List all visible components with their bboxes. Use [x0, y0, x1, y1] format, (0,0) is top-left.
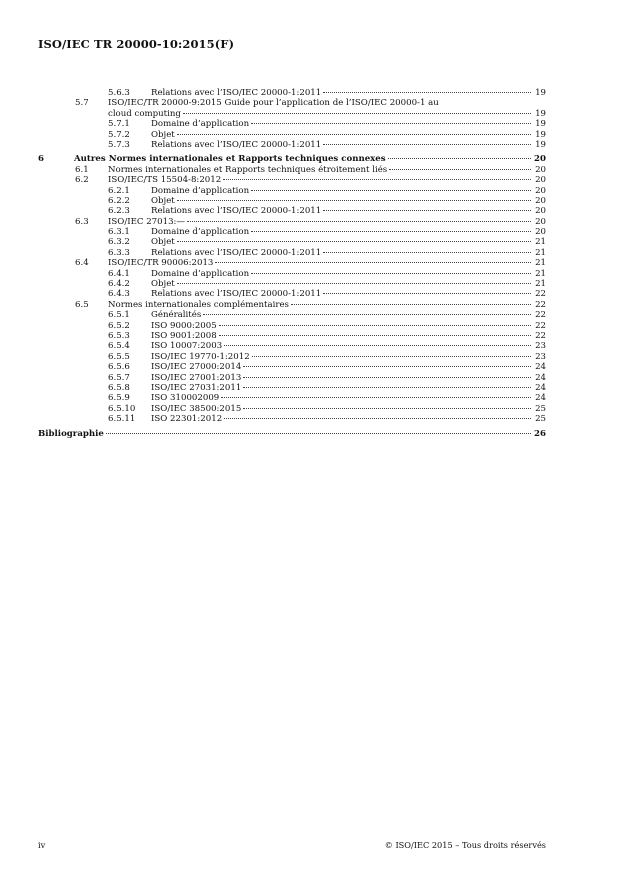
- toc-dot-leader: [323, 252, 531, 253]
- toc-dot-leader: [221, 397, 531, 398]
- toc-entry-label: Objet: [151, 279, 175, 290]
- toc-entry-page: 19: [535, 139, 546, 150]
- toc-entry-label: ISO/IEC 27031:2011: [151, 382, 242, 393]
- toc-dot-leader: [224, 345, 531, 346]
- toc-entry-number: 6.3.3: [108, 247, 130, 258]
- toc-entry-page: 21: [535, 237, 546, 248]
- toc-dot-leader: [177, 134, 531, 135]
- toc-entry-label: Relations avec l’ISO/IEC 20000-1:2011: [151, 206, 322, 217]
- toc-entry[interactable]: [38, 321, 546, 331]
- toc-entry[interactable]: [38, 269, 546, 279]
- toc-dot-leader: [215, 262, 531, 263]
- toc-entry[interactable]: [38, 279, 546, 289]
- toc-entry[interactable]: [38, 237, 546, 247]
- toc-entry[interactable]: [38, 130, 546, 140]
- toc-entry[interactable]: [38, 373, 546, 383]
- toc-entry-number: 6.3: [75, 216, 89, 227]
- toc-entry[interactable]: [38, 98, 546, 108]
- toc-entry-number: 5.7: [75, 98, 89, 109]
- toc-dot-leader: [183, 113, 531, 114]
- toc-entry-number: 6.2.1: [108, 185, 130, 196]
- toc-entry-page: 20: [535, 216, 546, 227]
- toc-entry-page: 23: [535, 341, 546, 352]
- toc-entry-page: 24: [535, 382, 546, 393]
- toc-entry-label: Relations avec l’ISO/IEC 20000-1:2011: [151, 247, 322, 258]
- toc-entry[interactable]: [38, 258, 546, 268]
- toc-dot-leader: [177, 200, 531, 201]
- toc-entry-page: 21: [535, 247, 546, 258]
- toc-entry[interactable]: [38, 352, 546, 362]
- toc-entry-page: 20: [534, 154, 546, 165]
- toc-entry-page: 20: [535, 206, 546, 217]
- toc-entry-label: cloud computing: [108, 108, 181, 119]
- toc-entry[interactable]: [38, 248, 546, 258]
- toc-entry-page: 21: [535, 258, 546, 269]
- toc-dot-leader: [251, 231, 531, 232]
- document-header-title: ISO/IEC TR 20000-10:2015(F): [38, 37, 235, 51]
- toc-entry[interactable]: [38, 140, 546, 150]
- toc-entry-label: ISO/IEC/TR 20000-9:2015 Guide pour l’application de l’ISO/IEC 20000-1 au: [108, 98, 439, 109]
- toc-dot-leader: [323, 293, 531, 294]
- toc-entry-number: 6.3.1: [108, 227, 130, 238]
- toc-entry-label: ISO/IEC 27001:2013: [151, 372, 242, 383]
- toc-entry-label: Domaine d’application: [151, 185, 250, 196]
- toc-entry-number: 6.5.11: [108, 414, 136, 425]
- toc-entry[interactable]: [38, 186, 546, 196]
- toc-dot-leader: [177, 241, 531, 242]
- toc-entry-label: Relations avec l’ISO/IEC 20000-1:2011: [151, 88, 322, 98]
- toc-entry-label: Objet: [151, 237, 175, 248]
- toc-entry-number: 6.3.2: [108, 237, 130, 248]
- toc-entry-page: 24: [535, 393, 546, 404]
- toc-entry-page: 24: [535, 372, 546, 383]
- toc-entry-label: ISO 9000:2005: [151, 320, 217, 331]
- toc-entry-number: 6.5.10: [108, 403, 136, 414]
- toc-entry[interactable]: [38, 393, 546, 403]
- toc-entry[interactable]: [38, 429, 546, 439]
- toc-dot-leader: [388, 158, 531, 159]
- toc-entry[interactable]: [38, 404, 546, 414]
- toc-entry-page: 20: [535, 195, 546, 206]
- toc-entry-page: 20: [535, 164, 546, 175]
- toc-entry[interactable]: [38, 300, 546, 310]
- toc-dot-leader: [251, 190, 531, 191]
- toc-entry-label: ISO/IEC/TS 15504-8:2012: [108, 175, 222, 186]
- toc-entry-label: Relations avec l’ISO/IEC 20000-1:2011: [151, 139, 322, 150]
- toc-entry-page: 20: [535, 185, 546, 196]
- toc-entry-page: 22: [535, 330, 546, 341]
- toc-dot-leader: [219, 335, 531, 336]
- toc-entry-page: 23: [535, 351, 546, 362]
- toc-entry-number: 6.5: [75, 299, 89, 310]
- toc-entry-page: 21: [535, 279, 546, 290]
- toc-entry-label: Relations avec l’ISO/IEC 20000-1:2011: [151, 289, 322, 300]
- toc-entry-page: 25: [535, 403, 546, 414]
- toc-dot-leader: [323, 92, 531, 93]
- toc-entry-page: 19: [535, 108, 546, 119]
- toc-dot-leader: [252, 356, 531, 357]
- toc-entry[interactable]: [38, 165, 546, 175]
- toc-entry-number: 5.7.2: [108, 129, 130, 140]
- toc-entry-label: Objet: [151, 195, 175, 206]
- toc-dot-leader: [323, 144, 531, 145]
- toc-entry-page: 19: [535, 119, 546, 130]
- toc-entry-label: ISO/IEC 27013:—: [108, 216, 186, 227]
- toc-dot-leader: [243, 408, 531, 409]
- toc-entry-page: 22: [535, 320, 546, 331]
- toc-entry-label: ISO 10007:2003: [151, 341, 223, 352]
- toc-entry-page: 20: [535, 227, 546, 238]
- toc-entry[interactable]: [38, 310, 546, 320]
- toc-entry-number: 6.5.7: [108, 372, 130, 383]
- toc-entry-number: 6.4.2: [108, 279, 130, 290]
- toc-entry-label: ISO/IEC/TR 90006:2013: [108, 258, 214, 269]
- toc-entry[interactable]: [38, 289, 546, 299]
- toc-entry-page: 20: [535, 175, 546, 186]
- toc-entry-number: 6.5.3: [108, 330, 130, 341]
- toc-entry-number: 6.4.1: [108, 268, 130, 279]
- toc-entry-number: 5.7.3: [108, 139, 130, 150]
- table-of-contents: [38, 88, 546, 439]
- toc-entry-label: Autres Normes internationales et Rapports techniques connexes: [74, 154, 386, 165]
- toc-dot-leader: [251, 273, 531, 274]
- toc-entry-label: ISO/IEC 27000:2014: [151, 362, 242, 373]
- toc-entry-label: ISO 9001:2008: [151, 330, 217, 341]
- toc-entry-number: 6.2.2: [108, 195, 130, 206]
- toc-entry-number: 6.2: [75, 175, 89, 186]
- toc-entry-number: 5.7.1: [108, 119, 130, 130]
- toc-dot-leader: [177, 283, 531, 284]
- toc-entry[interactable]: [38, 341, 546, 351]
- toc-entry[interactable]: [38, 414, 546, 424]
- toc-entry-number: 6.5.9: [108, 393, 130, 404]
- footer-page-number: iv: [38, 840, 46, 850]
- toc-entry-page: 26: [534, 428, 546, 439]
- toc-entry-label: Domaine d’application: [151, 227, 250, 238]
- toc-entry-page: 25: [535, 414, 546, 425]
- toc-dot-leader: [223, 179, 531, 180]
- toc-entry[interactable]: [38, 331, 546, 341]
- toc-entry-label: Généralités: [151, 310, 202, 321]
- toc-entry-label: ISO/IEC 19770-1:2012: [151, 351, 250, 362]
- toc-entry-page: 22: [535, 289, 546, 300]
- toc-entry-number: 6.5.6: [108, 362, 130, 373]
- toc-dot-leader: [219, 325, 531, 326]
- toc-entry-number: 6.5.4: [108, 341, 130, 352]
- toc-entry-number: 6.5.5: [108, 351, 130, 362]
- toc-dot-leader: [389, 169, 531, 170]
- toc-entry-label: ISO 22301:2012: [151, 414, 223, 425]
- toc-dot-leader: [243, 366, 531, 367]
- toc-entry-number: 6.5.8: [108, 382, 130, 393]
- toc-entry-number: 6: [38, 154, 44, 165]
- toc-entry[interactable]: [38, 88, 546, 98]
- toc-entry-page: 19: [535, 88, 546, 98]
- toc-entry-number: 6.2.3: [108, 206, 130, 217]
- toc-dot-leader: [251, 123, 531, 124]
- toc-dot-leader: [187, 221, 531, 222]
- toc-entry[interactable]: [38, 119, 546, 129]
- toc-entry[interactable]: [38, 206, 546, 216]
- toc-entry-label: ISO 310002009: [151, 393, 220, 404]
- toc-entry-page: 22: [535, 310, 546, 321]
- toc-dot-leader: [106, 433, 531, 434]
- toc-entry-label: Normes internationales et Rapports techniques étroitement liés: [108, 164, 388, 175]
- toc-entry[interactable]: [38, 227, 546, 237]
- toc-dot-leader: [243, 387, 531, 388]
- toc-dot-leader: [224, 418, 531, 419]
- toc-dot-leader: [243, 377, 531, 378]
- toc-entry-number: 6.4.3: [108, 289, 130, 300]
- toc-entry-label: Domaine d’application: [151, 268, 250, 279]
- toc-entry[interactable]: [38, 217, 546, 227]
- toc-entry-page: 19: [535, 129, 546, 140]
- toc-dot-leader: [291, 304, 531, 305]
- toc-entry-label: ISO/IEC 38500:2015: [151, 403, 242, 414]
- toc-dot-leader: [323, 210, 531, 211]
- toc-entry[interactable]: [38, 154, 546, 164]
- toc-entry-number: 6.1: [75, 164, 89, 175]
- toc-entry[interactable]: [38, 383, 546, 393]
- toc-entry-number: 6.5.2: [108, 320, 130, 331]
- toc-entry-number: 6.5.1: [108, 310, 130, 321]
- toc-dot-leader: [203, 314, 531, 315]
- toc-entry-label: Bibliographie: [38, 428, 104, 439]
- toc-entry[interactable]: [38, 196, 546, 206]
- toc-entry[interactable]: [38, 362, 546, 372]
- toc-entry-label: Domaine d’application: [151, 119, 250, 130]
- toc-entry-number: 5.6.3: [108, 88, 130, 98]
- toc-entry-page: 22: [535, 299, 546, 310]
- toc-entry[interactable]: [38, 109, 546, 119]
- toc-entry[interactable]: [38, 175, 546, 185]
- toc-entry-number: 6.4: [75, 258, 89, 269]
- toc-entry-page: 21: [535, 268, 546, 279]
- toc-entry-label: Objet: [151, 129, 175, 140]
- toc-entry-label: Normes internationales complémentaires: [108, 299, 289, 310]
- toc-entry-page: 24: [535, 362, 546, 373]
- footer-copyright: © ISO/IEC 2015 – Tous droits réservés: [384, 840, 546, 850]
